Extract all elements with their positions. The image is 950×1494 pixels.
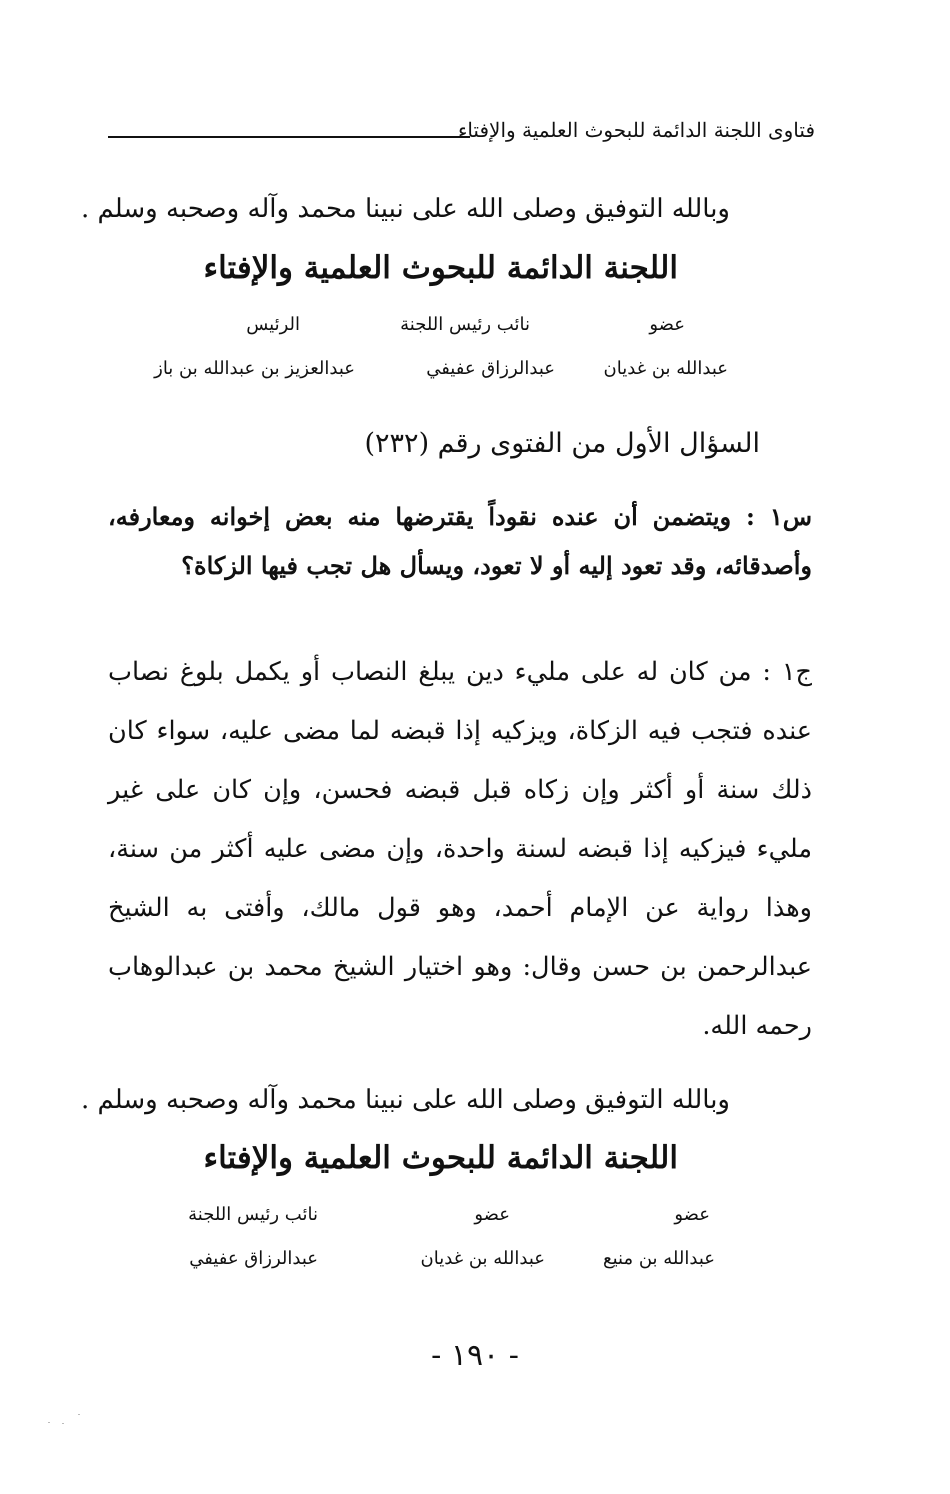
question-title: السؤال الأول من الفتوى رقم (٢٣٢) (364, 428, 760, 459)
signatory-role: عضو (649, 314, 685, 335)
signatory-name: عبدالله بن منيع (603, 1248, 715, 1269)
signatory-name: عبدالرزاق عفيفي (426, 358, 555, 379)
signatory-role: نائب رئيس اللجنة (188, 1204, 318, 1225)
signatory-role: نائب رئيس اللجنة (400, 314, 530, 335)
signatory-role: الرئيس (246, 314, 300, 335)
closing-line: وبالله التوفيق وصلى الله على نبينا محمد وآله وصحبه وسلم . (80, 194, 730, 224)
signatory-role: عضو (474, 1204, 510, 1225)
running-header: فتاوى اللجنة الدائمة للبحوث العلمية والإفتاء (457, 118, 815, 142)
signatory-name: عبدالله بن غديان (420, 1248, 545, 1269)
closing-line: وبالله التوفيق وصلى الله على نبينا محمد وآله وصحبه وسلم . (80, 1085, 730, 1115)
committee-title: اللجنة الدائمة للبحوث العلمية والإفتاء (203, 250, 678, 286)
answer-text: ج١ : من كان له على مليء دين يبلغ النصاب أو يكمل بلوغ نصاب عنده فتجب فيه الزكاة، ويزكيه إذا قبضه لما مضى عليه، سواء كان ذلك سنة أو أكثر وإن زكاه قبل قبضه فحسن، وإن كان على غير مليء فيزكيه إذا قبضه لسنة واحدة، وإن مضى عليه أكثر من سنة، وهذا رواية عن الإمام أحمد، وهو قول مالك، وأفتى به الشيخ عبدالرحمن بن حسن وقال: وهو اختيار الشيخ محمد بن عبدالوهاب رحمه الله. (108, 657, 812, 1041)
signatory-name: عبدالله بن غديان (603, 358, 728, 379)
question-text: س١ : ويتضمن أن عنده نقوداً يقترضها منه بعض إخوانه ومعارفه، وأصدقائه، وقد تعود إليه أو لا تعود، ويسأل هل تجب فيها الزكاة؟ (108, 502, 813, 580)
scan-specks (48, 1414, 88, 1428)
signatory-role: عضو (674, 1204, 710, 1225)
page-number: - ١٩٠ - (431, 1338, 519, 1373)
signatory-name: عبدالعزيز بن عبدالله بن باز (154, 358, 355, 379)
header-rule (108, 136, 470, 138)
signatory-name: عبدالرزاق عفيفي (189, 1248, 318, 1269)
committee-title: اللجنة الدائمة للبحوث العلمية والإفتاء (203, 1140, 678, 1176)
